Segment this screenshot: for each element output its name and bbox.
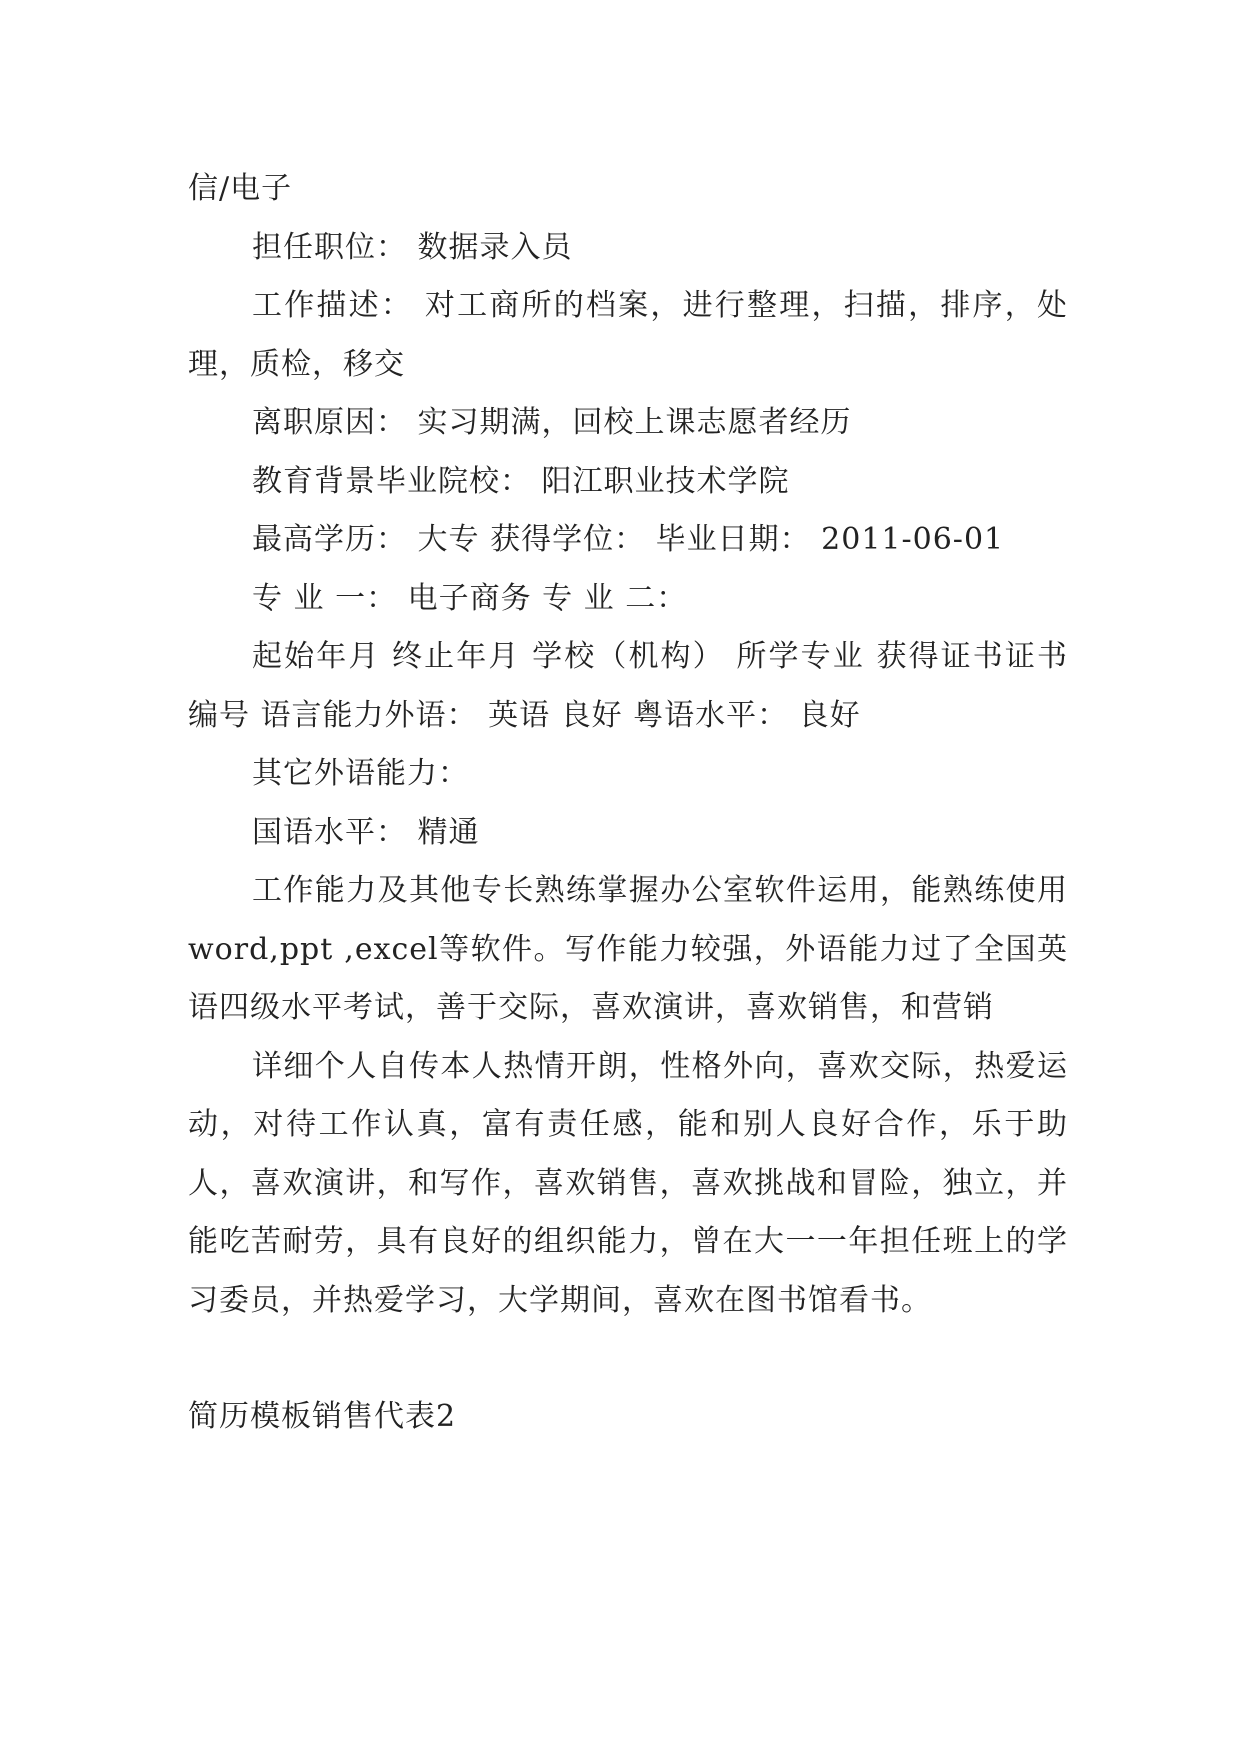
paragraph-mandarin: 国语水平： 精通 bbox=[252, 814, 480, 850]
paragraph-position: 担任职位： 数据录入员 bbox=[252, 229, 573, 265]
paragraph-degree: 最高学历： 大专 获得学位： 毕业日期： 2011-06-01 bbox=[252, 522, 1005, 557]
paragraph-industry: 信/电子 bbox=[188, 171, 293, 206]
paragraph-education-school: 教育背景毕业院校： 阳江职业技术学院 bbox=[252, 463, 790, 499]
paragraph-certificates-language: 起始年月 终止年月 学校（机构） 所学专业 获得证书证书编号 语言能力外语： 英语 良好 粤语水平： 良好 bbox=[188, 639, 1068, 733]
paragraph-self-introduction: 详细个人自传本人热情开朗，性格外向，喜欢交际，热爱运动，对待工作认真，富有责任感，能和别人良好合作，乐于助人，喜欢演讲，和写作，喜欢销售，喜欢挑战和冒险，独立，并能吃苦耐劳，具有良好的组织能力，曾在大一一年担任班上的学习委员，并热爱学习，大学期间，喜欢在图书馆看书。 bbox=[188, 1048, 1068, 1318]
paragraph-skills: 工作能力及其他专长熟练掌握办公室软件运用，能熟练使用word,ppt ,excel等软件。写作能力较强，外语能力过了全国英语四级水平考试，善于交际，喜欢演讲，喜欢销售，和营销 bbox=[188, 873, 1068, 1025]
paragraph-leave-reason: 离职原因： 实习期满，回校上课志愿者经历 bbox=[252, 405, 852, 440]
paragraph-major: 专 业 一： 电子商务 专 业 二： bbox=[252, 580, 688, 616]
paragraph-other-languages: 其它外语能力： bbox=[252, 756, 469, 791]
paragraph-job-description: 工作描述： 对工商所的档案，进行整理，扫描，排序，处理，质检，移交 bbox=[188, 288, 1068, 382]
document-body bbox=[188, 160, 1068, 1447]
section-heading: 简历模板销售代表2 bbox=[188, 1399, 457, 1434]
section-spacer bbox=[188, 1330, 1068, 1388]
